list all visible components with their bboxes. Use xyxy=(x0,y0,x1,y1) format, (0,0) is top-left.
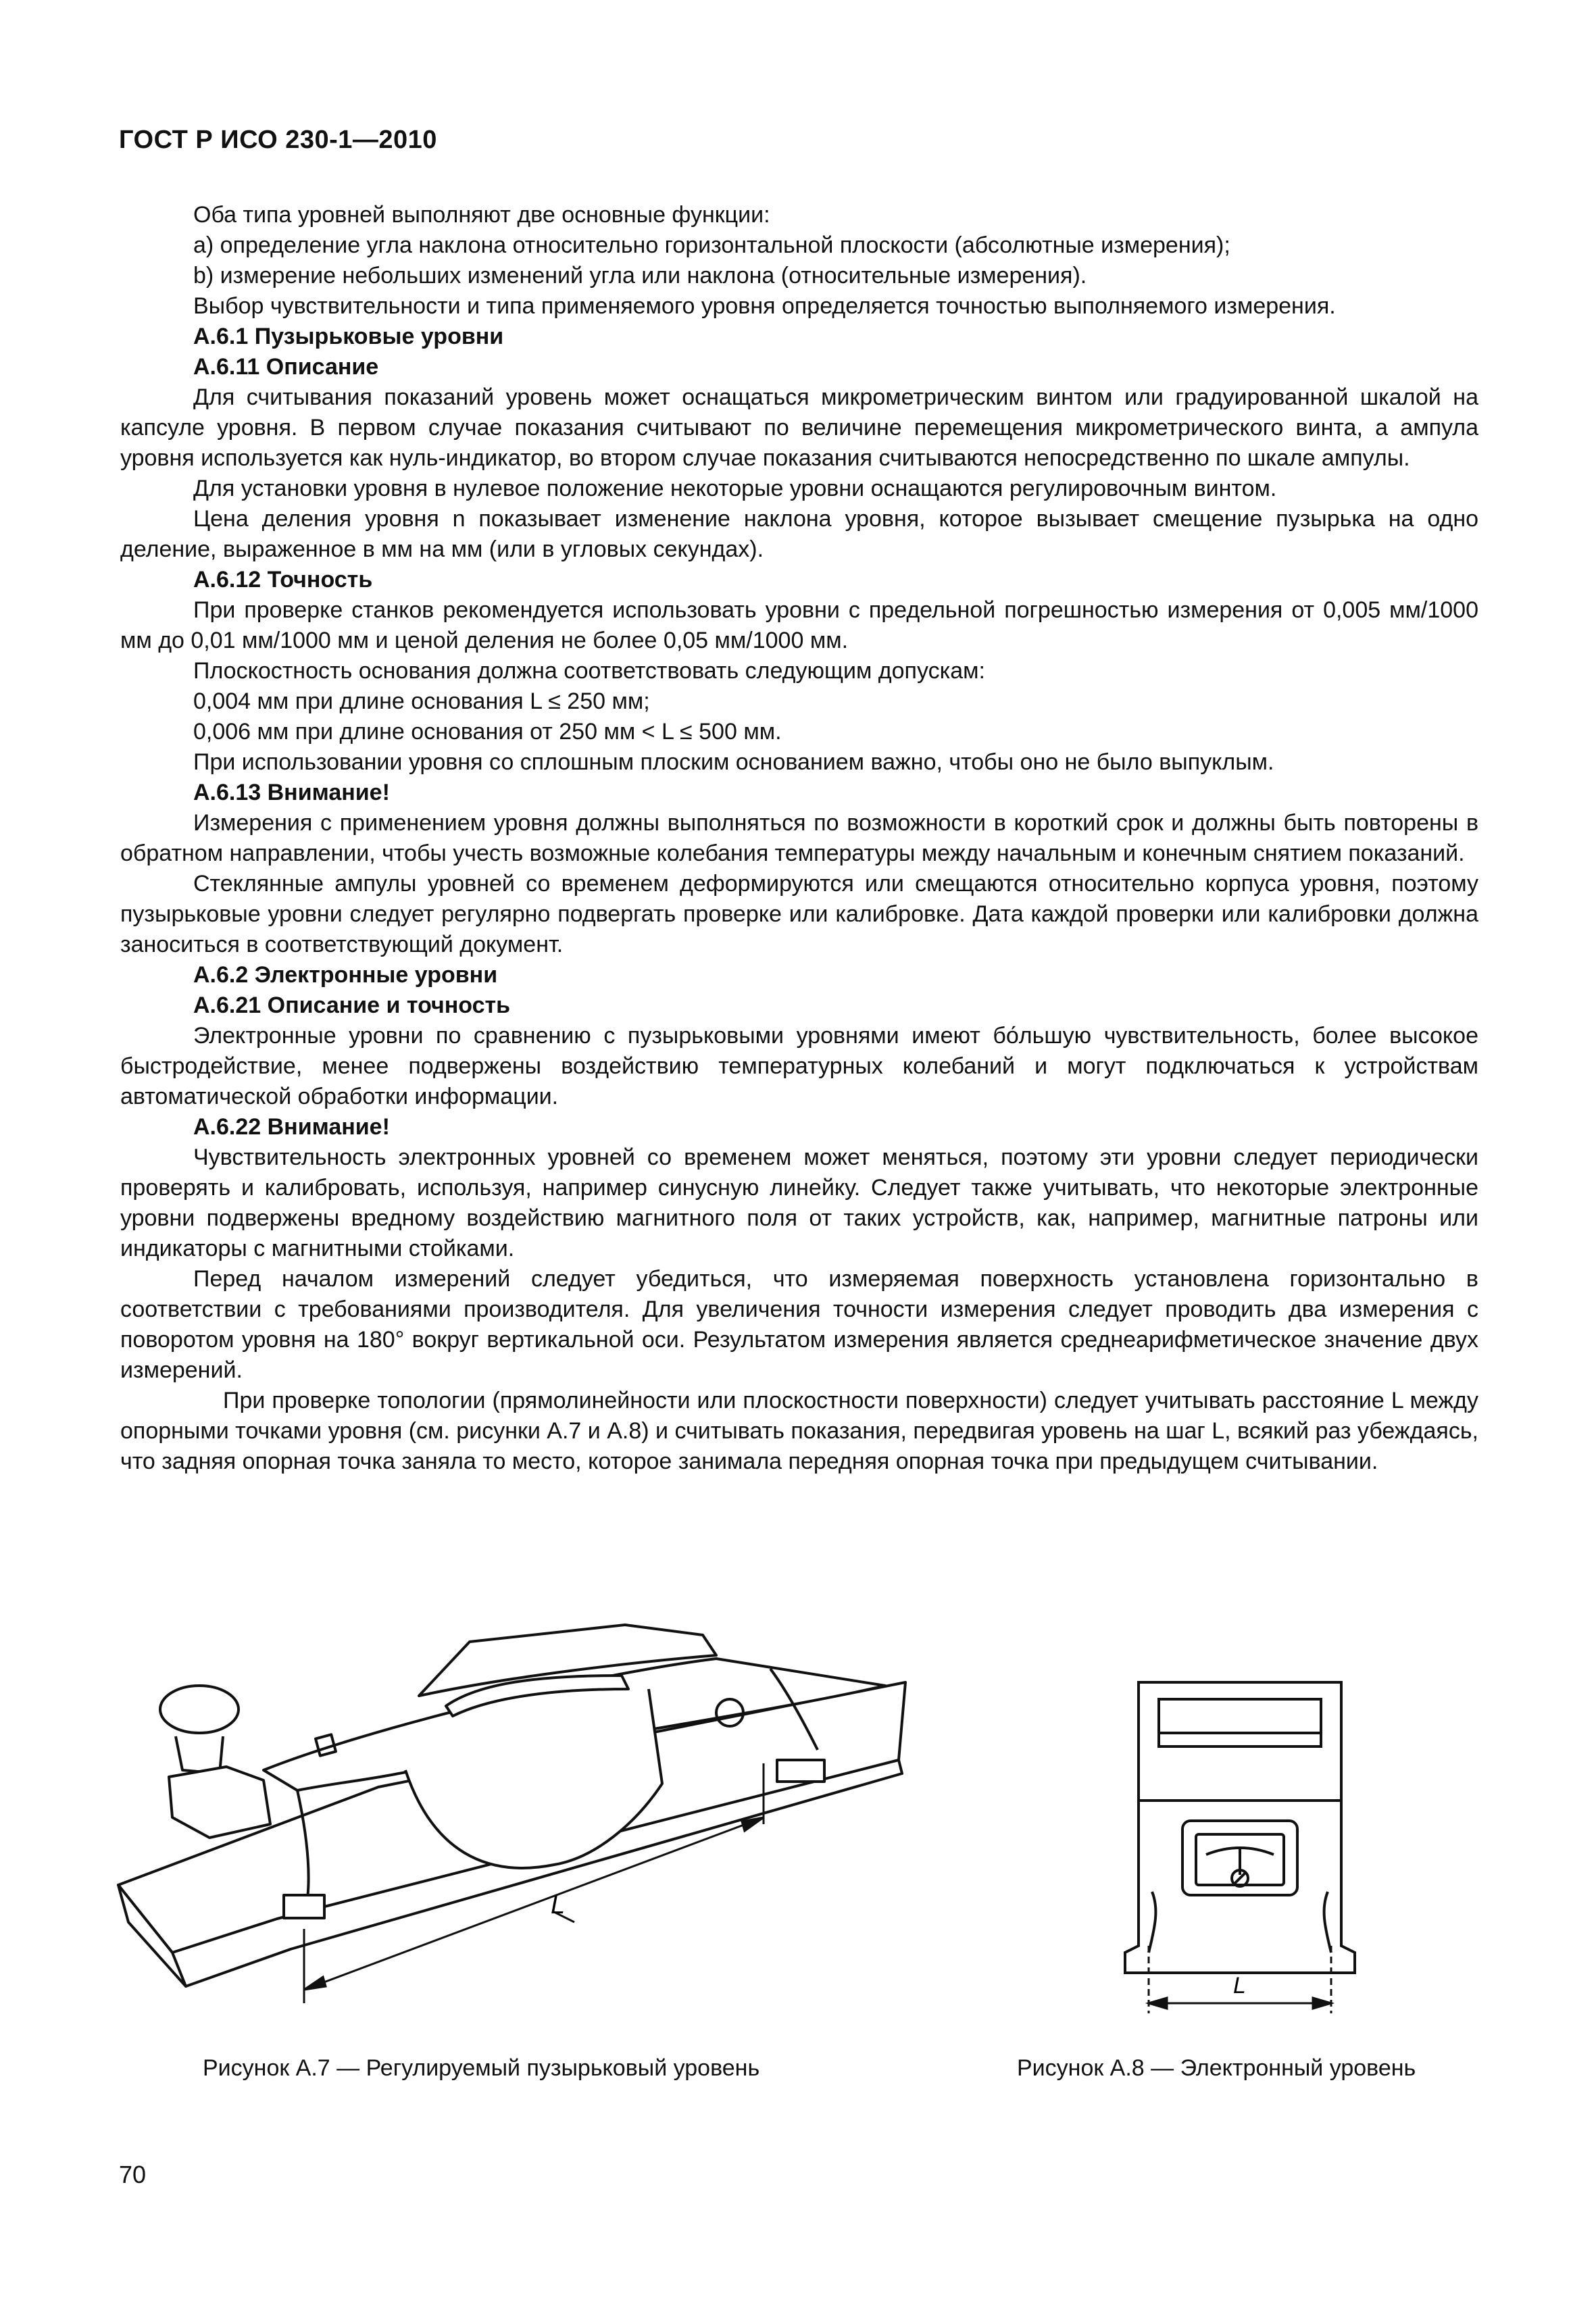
paragraph: 0,006 мм при длине основания от 250 мм < L ≤ 500 мм. xyxy=(193,719,782,745)
rear-foot xyxy=(284,1895,324,1918)
display-window xyxy=(1159,1699,1321,1746)
paragraph: 0,004 мм при длине основания L ≤ 250 мм; xyxy=(193,688,650,714)
paragraph: Для установки уровня в нулевое положение некоторые уровни оснащаются регулировочным винтом. xyxy=(193,476,1277,501)
right-foot-curve xyxy=(1324,1892,1331,1953)
section-heading: А.6.21 Описание и точность xyxy=(193,992,511,1018)
dim-label-l: L xyxy=(551,1891,566,1919)
figure-a8-caption: Рисунок А.8 — Электронный уровень xyxy=(1017,2055,1416,2081)
section-heading: А.6.22 Внимание! xyxy=(193,1114,390,1140)
screw-block xyxy=(169,1767,270,1838)
paragraph: Электронные уровни по сравнению с пузырьковыми уровнями имеют бо́льшую чувствительность, более высокое быстродействие, менее подвержены воздействию температурных колебаний и могут подключаться к устройствам автоматической обработки информации. xyxy=(120,1023,1478,1109)
dim-arrow-left xyxy=(304,1977,326,1990)
paragraph: При проверке топологии (прямолинейности или плоскостности поверхности) следует учитывать расстояние L между опорными точками уровня (см. рисунки А.7 и А.8) и считывать показания, передвигая уровень на шаг L, всякий раз убеждаясь, что задняя опорная точка заняла то место, которое занимала передняя опорная точка при предыдущем считывании. xyxy=(120,1388,1478,1474)
paragraph: b) измерение небольших изменений угла или наклона (относительные измерения). xyxy=(193,263,1087,288)
figure-a8-electronic-level xyxy=(1118,1676,1375,2027)
section-heading: А.6.11 Описание xyxy=(193,354,379,380)
section-heading: А.6.1 Пузырьковые уровни xyxy=(193,324,504,349)
figure-a7-bubble-level xyxy=(108,1594,946,2034)
document-header: ГОСТ Р ИСО 230-1—2010 xyxy=(119,126,437,154)
left-foot-curve xyxy=(1149,1892,1155,1953)
page-number: 70 xyxy=(119,2161,147,2188)
paragraph: Цена деления уровня n показывает изменение наклона уровня, которое вызывает смещение пузырька на одно деление, выраженное в мм на мм (или в угловых секундах). xyxy=(120,506,1478,562)
paragraph: При проверке станков рекомендуется использовать уровни с предельной погрешностью измерения от 0,005 мм/1000 мм до 0,01 мм/1000 мм и ценой деления не более 0,05 мм/1000 мм. xyxy=(120,597,1478,653)
paragraph: a) определение угла наклона относительно горизонтальной плоскости (абсолютные измерения); xyxy=(193,232,1230,258)
figure-a7-caption: Рисунок А.7 — Регулируемый пузырьковый уровень xyxy=(203,2055,760,2081)
section-heading: А.6.13 Внимание! xyxy=(193,780,390,805)
thumb-screw-head xyxy=(160,1686,239,1733)
dim-arrow-right xyxy=(1313,1998,1331,2009)
paragraph: Оба типа уровней выполняют две основные функции: xyxy=(193,202,770,228)
section-heading: А.6.12 Точность xyxy=(193,567,373,593)
front-foot xyxy=(777,1760,824,1782)
paragraph: Стеклянные ампулы уровней со временем деформируются или смещаются относительно корпуса уровня, поэтому пузырьковые уровни следует регулярно подвергать проверке или калибровке. Дата каждой проверки или калибровки должна заноситься в соответствующий документ. xyxy=(120,871,1478,957)
dim-label-l: L xyxy=(1233,1973,1246,1998)
section-heading: А.6.2 Электронные уровни xyxy=(193,962,498,988)
paragraph: Чувствительность электронных уровней со временем может меняться, поэтому эти уровни следует периодически проверять и калибровать, используя, например синусную линейку. Следует также учитывать, что некоторые электронные уровни подвержены вредному воздействию магнитного поля от таких устройств, как, например, магнитные патроны или индикаторы с магнитными стойками. xyxy=(120,1145,1478,1261)
paragraph: Перед началом измерений следует убедиться, что измеряемая поверхность установлена горизонтально в соответствии с требованиями производителя. Для увеличения точности измерения следует проводить два измерения с поворотом уровня на 180° вокруг вертикальной оси. Результатом измерения является среднеарифметическое значение двух измерений. xyxy=(120,1266,1478,1383)
body-text xyxy=(120,200,1478,1477)
paragraph: Выбор чувствительности и типа применяемого уровня определяется точностью выполняемого измерения. xyxy=(193,293,1336,319)
dim-arrow-left xyxy=(1149,1998,1167,2009)
paragraph: Измерения с применением уровня должны выполняться по возможности в короткий срок и должны быть повторены в обратном направлении, чтобы учесть возможные колебания температуры между начальным и конечным снятием показаний. xyxy=(120,810,1478,866)
paragraph: Для считывания показаний уровень может оснащаться микрометрическим винтом или градуированной шкалой на капсуле уровня. В первом случае показания считывают по величине перемещения микрометрического винта, а ампула уровня используется как нуль-индикатор, во втором случае показания считываются непосредственно по шкале ампулы. xyxy=(120,384,1478,471)
paragraph: Плоскостность основания должна соответствовать следующим допускам: xyxy=(193,658,985,684)
paragraph: При использовании уровня со сплошным плоским основанием важно, чтобы оно не было выпуклым. xyxy=(193,749,1274,775)
